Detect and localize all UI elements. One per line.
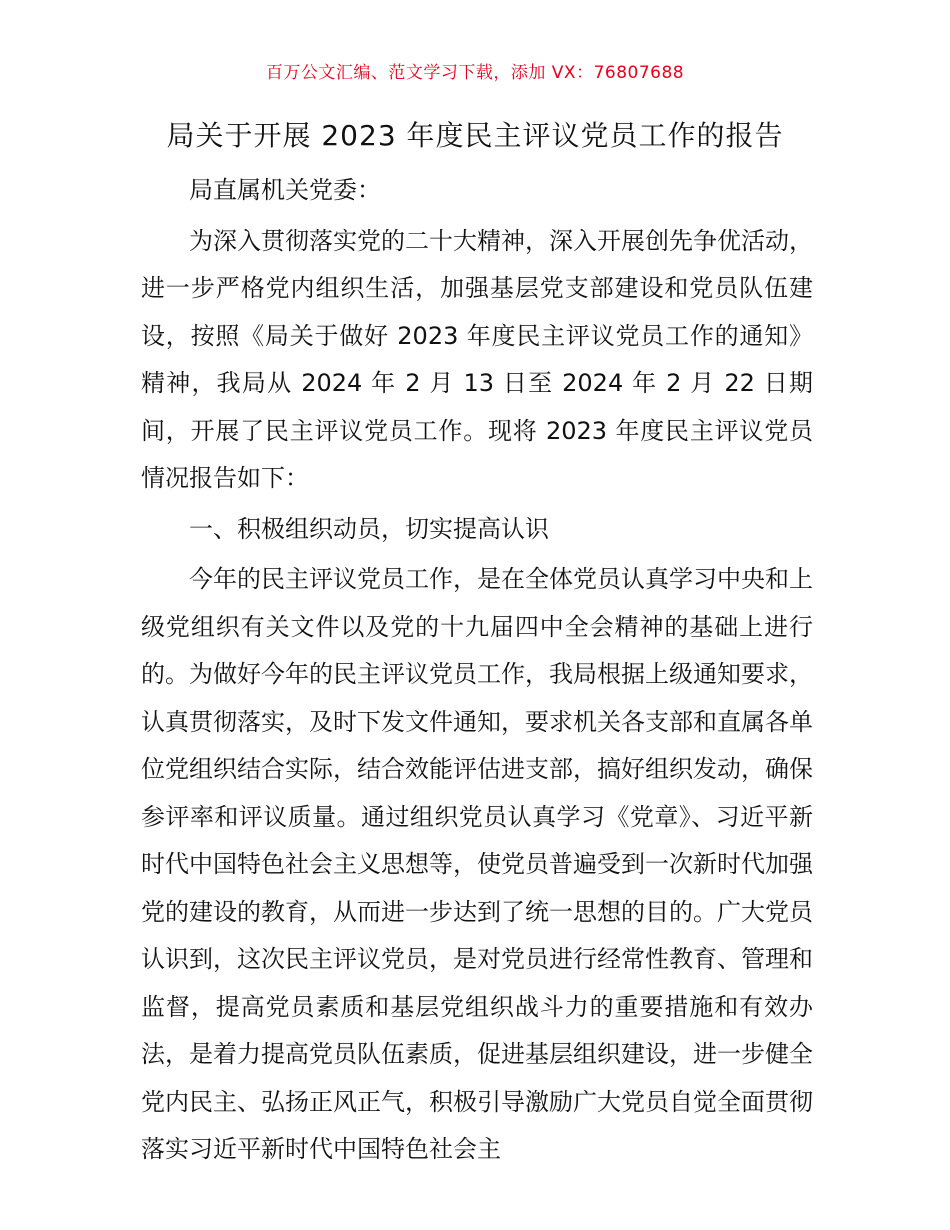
paragraph: 为深入贯彻落实党的二十大精神，深入开展创先争优活动，进一步严格党内组织生活，加强基层党支部建设和党员队伍建设，按照《局关于做好 2023 年度民主评议党员工作的通知》精神，我局从 2024 年 2 月 13 日至 2024 年 2 月 22 日期间，开展了民主评议党员工作。现将 2023 年度民主评议党员情况报告如下： xyxy=(141,226,813,492)
section-heading: 一、积极组织动员，切实提高认识 xyxy=(189,514,549,543)
paragraph: 今年的民主评议党员工作，是在全体党员认真学习中央和上级党组织有关文件以及党的十九届四中全会精神的基础上进行的。为做好今年的民主评议党员工作，我局根据上级通知要求，认真贯彻落实，及时下发文件通知，要求机关各支部和直属各单位党组织结合实际，结合效能评估进支部，搞好组织发动，确保参评率和评议质量。通过组织党员认真学习《党章》、习近平新时代中国特色社会主义思想等，使党员普遍受到一次新时代加强党的建设的教育，从而进一步达到了统一思想的目的。广大党员认识到，这次民主评议党员，是对党员进行经常性教育、管理和监督，提高党员素质和基层党组织战斗力的重要措施和有效办法，是着力提高党员队伍素质，促进基层组织建设，进一步健全党内民主、弘扬正风正气，积极引导激励广大党员自觉全面贯彻落实习近平新时代中国特色社会主 xyxy=(141,565,813,1163)
salutation: 局直属机关党委： xyxy=(189,176,381,204)
document-body xyxy=(141,167,813,1174)
document-title: 局关于开展 2023 年度民主评议党员工作的报告 xyxy=(166,119,784,152)
header-banner: 百万公文汇编、范文学习下载，添加 VX：76807688 xyxy=(265,63,685,83)
